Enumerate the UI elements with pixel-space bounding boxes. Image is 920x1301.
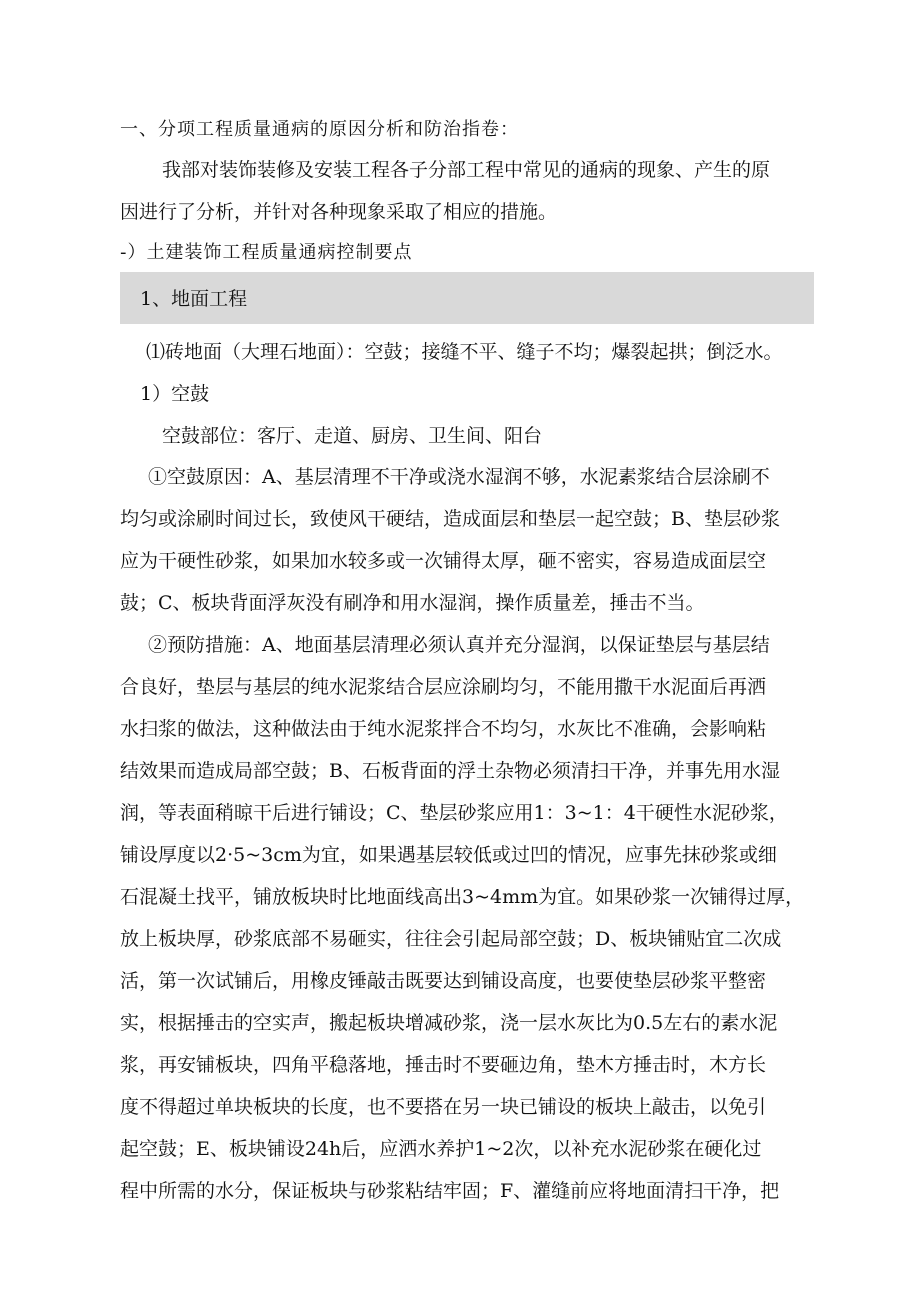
section-heading: 一、分项工程质量通病的原因分析和防治指卷： [120, 119, 519, 140]
prevention-line-14: 程中所需的水分，保证板块与砂浆粘结牢固；F、灌缝前应将地面清扫干净，把 [120, 1180, 780, 1202]
location-line: 空鼓部位：客厅、走道、厨房、卫生间、阳台 [162, 425, 543, 447]
prevention-line-6: 铺设厚度以2·5~3cm为宜，如果遇基层较低或过凹的情况，应事先抹砂浆或细 [120, 844, 777, 866]
cause-line-3: 应为干硬性砂浆，如果加水较多或一次铺得太厚，砸不密实，容易造成面层空 [120, 550, 767, 572]
cause-line-4: 鼓；C、板块背面浮灰没有刷净和用水湿润，操作质量差，捶击不当。 [120, 592, 705, 614]
prevention-line-12: 度不得超过单块板块的长度，也不要搭在另一块已铺设的板块上敲击，以免引 [120, 1096, 767, 1118]
prevention-line-13: 起空鼓；E、板块铺设24h后，应洒水养护1~2次，以补充水泥砂浆在硬化过 [120, 1138, 762, 1160]
prevention-line-9: 活，第一次试铺后，用橡皮锤敲击既要达到铺设高度，也要使垫层砂浆平整密 [120, 970, 767, 992]
prevention-line-1: ②预防措施：A、地面基层清理必须认真并充分湿润，以保证垫层与基层结 [148, 634, 770, 656]
prevention-line-8: 放上板块厚，砂浆底部不易砸实，往往会引起局部空鼓；D、板块铺贴宜二次成 [120, 928, 782, 950]
intro-line-2: 因进行了分析，并针对各种现象采取了相应的措施。 [120, 201, 558, 223]
intro-line-1: 我部对装饰装修及安装工程各子分部工程中常见的通病的现象、产生的原 [162, 159, 771, 181]
section-band-title: 1、地面工程 [140, 288, 248, 310]
prevention-line-7: 石混凝土找平，铺放板块时比地面线高出3~4mm为宜。如果砂浆一次铺得过厚， [120, 886, 805, 908]
prevention-line-5: 润，等表面稍晾干后进行铺设；C、垫层砂浆应用1：3~1：4干硬性水泥砂浆， [120, 802, 788, 824]
prevention-line-11: 浆，再安铺板块，四角平稳落地，捶击时不要砸边角，垫木方捶击时，木方长 [120, 1054, 767, 1076]
subsection-heading: -）土建装饰工程质量通病控制要点 [120, 242, 413, 263]
prevention-line-3: 水扫浆的做法，这种做法由于纯水泥浆拌合不均匀，水灰比不准确，会影响粘 [120, 718, 767, 740]
cause-line-2: 均匀或涂刷时间过长，致使风干硬结，造成面层和垫层一起空鼓；B、垫层砂浆 [120, 508, 780, 530]
sub-item-line: 1）空鼓 [140, 383, 210, 405]
prevention-line-10: 实，根据捶击的空实声，搬起板块增减砂浆，浇一层水灰比为0.5左右的素水泥 [120, 1012, 778, 1034]
prevention-line-4: 结效果而造成局部空鼓；B、石板背面的浮土杂物必须清扫干净，并事先用水湿 [120, 760, 780, 782]
cause-line-1: ①空鼓原因：A、基层清理不干净或浇水湿润不够，水泥素浆结合层涂刷不 [148, 466, 770, 488]
item-line: ⑴砖地面（大理石地面）：空鼓；接缝不平、缝子不均；爆裂起拱；倒泛水。 [146, 341, 783, 363]
prevention-line-2: 合良好，垫层与基层的纯水泥浆结合层应涂刷均匀，不能用撒干水泥面后再洒 [120, 676, 767, 698]
